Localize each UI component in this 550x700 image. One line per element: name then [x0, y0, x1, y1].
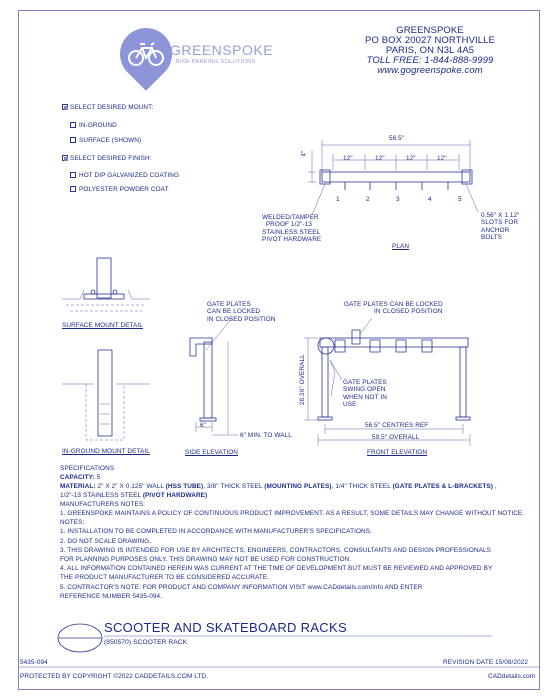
- inground-mount-detail: [62, 350, 150, 440]
- company-address-2: PARIS, ON N3L 4A5: [385, 44, 475, 56]
- plan-hardware-note: WELDED/TAMPER PROOF 1/2"-13 STAINLESS STEEL PIVOT HARDWARE: [262, 214, 322, 244]
- finish-heading: SELECT DESIRED FINISH:: [70, 155, 152, 162]
- front-elevation-label: FRONT ELEVATION: [367, 449, 428, 456]
- material-line-2: 1/2"-13 STAINLESS STEEL (PIVOT HARDWARE): [60, 492, 208, 499]
- notes-heading: NOTES:: [60, 519, 85, 526]
- surface-detail-label: SURFACE MOUNT DETAIL: [62, 322, 143, 329]
- company-address-1: PO BOX 20027 NORTHVILLE: [365, 34, 495, 46]
- note-1: 1. INSTALLATION TO BE COMPLETED IN ACCORDANCE WITH MANUFACTURER'S SPECIFICATIONS.: [60, 528, 372, 535]
- plan-spacing-2: 12": [375, 155, 385, 162]
- plan-spacing-1: 12": [343, 155, 353, 162]
- side-elevation-label: SIDE ELEVATION: [185, 449, 239, 456]
- revision-date: REVISION DATE 15/08/2022: [443, 659, 529, 666]
- brand-name: GREENSPOKE: [170, 42, 274, 58]
- note-5-cont: REFERENCE NUMBER 5435-094.: [60, 593, 163, 600]
- plan-slot-note: 0.56" X 1.12" SLOTS FOR ANCHOR BOLTS: [481, 212, 520, 242]
- manufacturers-notes-heading: MANUFACTURERS NOTES:: [60, 501, 146, 508]
- plan-label: PLAN: [392, 243, 410, 250]
- front-centres-dim: 56.5" CENTRES REF: [365, 422, 429, 429]
- in-ground-label: IN-GROUND: [79, 122, 117, 129]
- galvanized-label: HOT DIP GALVANIZED COATING: [79, 172, 180, 179]
- plan-depth-dim: 4": [300, 150, 308, 157]
- specs-heading: SPECIFICATIONS: [60, 465, 115, 472]
- note-2: 2. DO NOT SCALE DRAWING.: [60, 538, 152, 545]
- side-width-dim: 6": [200, 422, 207, 429]
- manufacturers-note-1: 1. GREENSPOKE MAINTAINS A POLICY OF CONTINUOUS PRODUCT IMPROVEMENT. AS A RESULT, SOME DETAILS MAY CHANGE WITHOUT NOTICE.: [60, 510, 525, 517]
- surface-label: SURFACE (SHOWN): [79, 137, 142, 144]
- note-5: 5. CONTRACTOR'S NOTE: FOR PRODUCT AND COMPANY INFORMATION VISIT www.CADdetails.com/info AND ENTER: [60, 584, 423, 591]
- capacity-line: CAPACITY: 5: [60, 474, 101, 481]
- plan-position-4: 4: [428, 196, 432, 203]
- drawing-title: SCOOTER AND SKATEBOARD RACKS: [104, 620, 347, 635]
- brand-tagline: BIKE PARKING SOLUTIONS: [176, 59, 256, 65]
- surface-mount-detail: [62, 258, 150, 311]
- plan-position-2: 2: [366, 196, 370, 203]
- note-4-cont: THE PRODUCT MANUFACTURER TO BE CONSIDERED ACCURATE.: [60, 574, 270, 581]
- plan-position-3: 3: [396, 196, 400, 203]
- plan-view: [308, 140, 478, 215]
- caddetails-link[interactable]: CADdetails.com: [488, 673, 536, 680]
- plan-overall-dim: 56.5": [389, 135, 405, 142]
- plan-spacing-4: 12": [437, 155, 447, 162]
- front-gate-swing-note: GATE PLATES SWING OPEN WHEN NOT IN USE: [343, 379, 387, 409]
- material-line-1: MATERIAL: 2" X 2" X 0.125" WALL (HSS TUBE), 3/8" THICK STEEL (MOUNTING PLATES), 1/4" THICK STEEL (GATE PLATES & L-BRACKETS) ,: [60, 483, 497, 490]
- plan-spacing-3: 12": [406, 155, 416, 162]
- front-gate-lock-note: GATE PLATES CAN BE LOCKED IN CLOSED POSITION: [344, 301, 443, 316]
- note-4: 4. ALL INFORMATION CONTAINED HEREIN WAS CURRENT AT THE TIME OF DEVELOPMENT BUT MUST BE REVIEWED AND APPROVED BY: [60, 565, 493, 572]
- side-gate-note: GATE PLATES CAN BE LOCKED IN CLOSED POSITION: [207, 301, 276, 323]
- note-3-cont: FOR PLANNING PURPOSES ONLY. THIS DRAWING MAY NOT BE USED FOR CONSTRUCTION.: [60, 556, 352, 563]
- powder-coat-label: POLYESTER POWDER COAT: [79, 186, 169, 193]
- company-name: GREENSPOKE: [396, 25, 464, 36]
- copyright-notice: PROTECTED BY COPYRIGHT ©2022 CADDETAILS.COM LTD.: [20, 673, 209, 680]
- drawing-subtitle: (850570) SCOOTER RACK: [104, 639, 188, 646]
- plan-position-1: 1: [336, 196, 340, 203]
- inground-detail-label: IN-GROUND MOUNT DETAIL: [62, 448, 150, 455]
- side-elevation: [190, 318, 238, 435]
- drawing-number: 5435-094: [20, 659, 48, 666]
- front-overall-dim: 59.5" OVERALL: [372, 434, 420, 441]
- company-website: www.gogreenspoke.com: [377, 64, 483, 76]
- side-clearance-dim: 6" MIN. TO WALL: [240, 432, 292, 439]
- mount-heading: SELECT DESIRED MOUNT:: [70, 104, 154, 111]
- company-phone: TOLL FREE: 1-844-888-9999: [366, 54, 494, 66]
- front-height-dim: 28.36" OVERALL: [298, 354, 306, 406]
- plan-position-5: 5: [458, 196, 462, 203]
- note-3: 3. THIS DRAWING IS INTENDED FOR USE BY ARCHITECTS, ENGINEERS, CONTRACTORS, CONSULTANTS AND DESIGN PROFESSIONALS: [60, 547, 492, 554]
